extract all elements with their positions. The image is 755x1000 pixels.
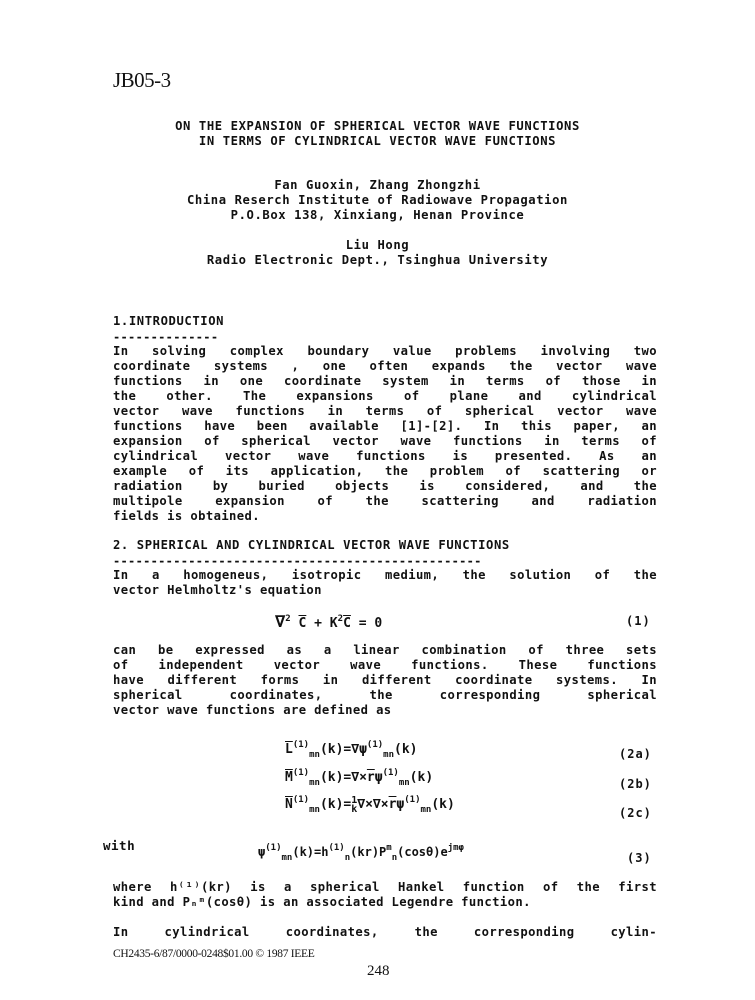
equation-1-number: (1) xyxy=(626,614,651,628)
fraction-one-over-k: 1 k xyxy=(351,794,358,815)
text-line: kind and Pₙᵐ(cosθ) is an associated Legendre function. xyxy=(113,895,531,909)
text-line: vector wave functions are defined as xyxy=(113,703,392,717)
equation-2b: $\overline{M}^{(1)}_{mn}(k)=\nabla\times\overline{r}\psi^{(1)}_{mn}(k)$ xyxy=(285,768,434,788)
section-2-intro-paragraph xyxy=(113,568,657,598)
equation-3-number: (3) xyxy=(627,851,652,865)
text-line: coordinate systems , one often expands the vector wave xyxy=(113,359,657,373)
nabla-symbol: ∇ xyxy=(275,612,286,632)
text-line: can be expressed as a linear combination of three sets xyxy=(113,643,657,657)
text-line: have different forms in different coordinate systems. In xyxy=(113,673,657,687)
text-line: of independent vector wave functions. These functions xyxy=(113,658,657,672)
section-2-underline: ------------------------------------------------- xyxy=(113,557,482,565)
equation-3: $\psi^{(1)}_{mn}(k)=h^{(1)}_n(kr)P^m_n(\cos\theta)e^{jm\varphi}$ xyxy=(258,843,464,863)
text-line: functions have been available [1]-[2]. In this paper, an xyxy=(113,419,657,433)
author-names-1: Fan Guoxin, Zhang Zhongzhi xyxy=(274,178,481,192)
equation-2b-number: (2b) xyxy=(619,777,652,791)
text-line: multipole expansion of the scattering and radiation xyxy=(113,494,657,508)
text-line: vector Helmholtz's equation xyxy=(113,583,322,597)
author-names-2: Liu Hong xyxy=(345,238,410,252)
equation-2c-number: (2c) xyxy=(619,806,652,820)
author-affiliation-1: China Reserch Institute of Radiowave Propagation xyxy=(187,193,568,207)
section-2-heading: 2. SPHERICAL AND CYLINDRICAL VECTOR WAVE FUNCTIONS xyxy=(113,538,510,552)
with-label: with xyxy=(103,838,136,853)
section-1-underline: -------------- xyxy=(113,333,219,341)
equation-2c: $\overline{N}^{(1)}_{mn}(k)=$ 1 k $\nabla\times\nabla\times\overline{r}\psi^{(1)}_{mn}(k)$ xyxy=(285,794,455,815)
text-line: where h⁽¹⁾(kr) is a spherical Hankel function of the first xyxy=(113,880,657,894)
text-line: In cylindrical coordinates, the corresponding cylin- xyxy=(113,925,657,939)
text-line: example of its application, the problem of scattering or xyxy=(113,464,657,478)
text-line: In solving complex boundary value problems involving two xyxy=(113,344,657,358)
author-affiliation-2: Radio Electronic Dept., Tsinghua University xyxy=(206,253,549,267)
section-1-heading: 1.INTRODUCTION xyxy=(113,314,225,328)
text-line: cylindrical vector wave functions is presented. As an xyxy=(113,449,657,463)
equation-2a: $\overline{L}^{(1)}_{mn}(k)=\nabla\psi^{(1)}_{mn}(k)$ xyxy=(285,740,418,760)
text-line: the other. The expansions of plane and cylindrical xyxy=(113,389,657,403)
cylindrical-paragraph xyxy=(113,925,657,940)
where-paragraph xyxy=(113,880,657,910)
equation-1: ∇$^2$ $\overline{C} + K^2\overline{C} = 0$ xyxy=(275,612,383,632)
document-id: JB05-3 xyxy=(113,68,171,92)
section-2-body-paragraph xyxy=(113,643,657,718)
introduction-paragraph xyxy=(113,344,657,524)
copyright-notice: CH2435-6/87/0000-0248$01.00 © 1987 IEEE xyxy=(113,948,315,960)
author-address-1: P.O.Box 138, Xinxiang, Henan Province xyxy=(230,208,525,222)
text-line: fields is obtained. xyxy=(113,509,261,523)
paper-title-line-2: IN TERMS OF CYLINDRICAL VECTOR WAVE FUNCTIONS xyxy=(198,134,557,148)
text-line: functions in one coordinate system in terms of those in xyxy=(113,374,657,388)
text-line: vector wave functions in terms of spherical vector wave xyxy=(113,404,657,418)
text-line: In a homogeneus, isotropic medium, the solution of the xyxy=(113,568,657,582)
text-line: expansion of spherical vector wave functions in terms of xyxy=(113,434,657,448)
text-line: spherical coordinates, the corresponding spherical xyxy=(113,688,657,702)
text-line: radiation by buried objects is considered, and the xyxy=(113,479,657,493)
equation-2a-number: (2a) xyxy=(619,747,652,761)
page-number: 248 xyxy=(367,963,390,979)
paper-title-line-1: ON THE EXPANSION OF SPHERICAL VECTOR WAVE FUNCTIONS xyxy=(175,119,580,133)
